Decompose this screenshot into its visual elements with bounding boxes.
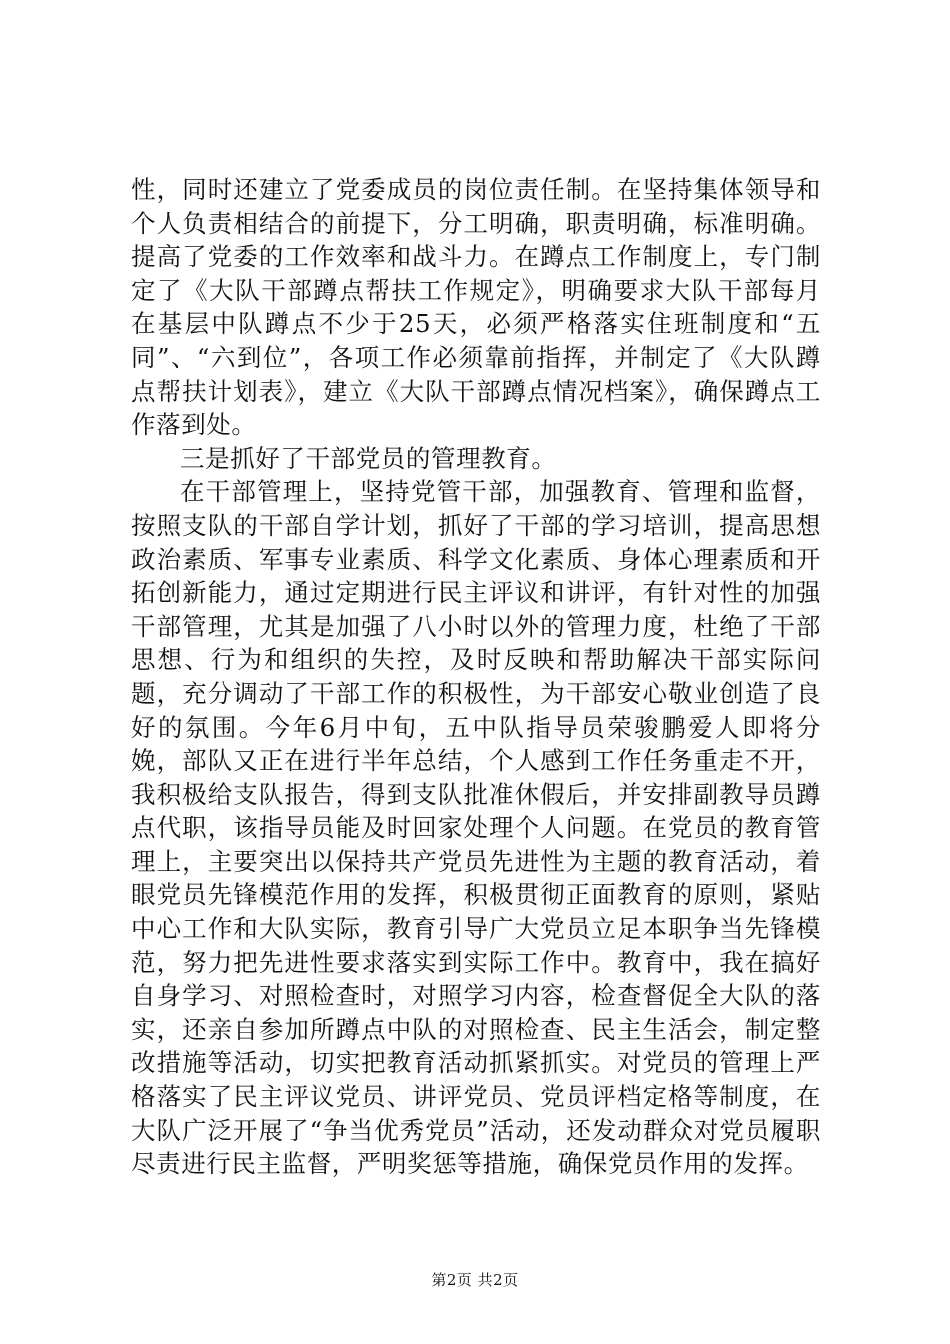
paragraph-cadre-management: 在干部管理上，坚持党管干部，加强教育、管理和监督，按照支队的干部自学计划，抓好了干部的学习培训，提高思想政治素质、军事专业素质、科学文化素质、身体心理素质和开拓创新能力，通过定期进行民主评议和讲评，有针对性的加强干部管理，尤其是加强了八小时以外的管理力度，杜绝了干部思想、行为和组织的失控，及时反映和帮助解决干部实际问题，充分调动了干部工作的积极性，为干部安心敬业创造了良好的氛围。今年6月中旬，五中队指导员荣骏鹏爱人即将分娩，部队又正在进行半年总结，个人感到工作任务重走不开，我积极给支队报告，得到支队批准休假后，并安排副教导员蹲点代职，该指导员能及时回家处理个人问题。在党员的教育管理上，主要突出以保持共产党员先进性为主题的教育活动，着眼党员先锋模范作用的发挥，积极贯彻正面教育的原则，紧贴中心工作和大队实际，教育引导广大党员立足本职争当先锋模范，努力把先进性要求落实到实际工作中。教育中，我在搞好自身学习、对照检查时，对照学习内容，检查督促全大队的落实，还亲自参加所蹲点中队的对照检查、民主生活会，制定整改措施等活动，切实把教育活动抓紧抓实。对党员的管理上严格落实了民主评议党员、讲评党员、党员评档定格等制度，在大队广泛开展了“争当优秀党员”活动，还发动群众对党员履职尽责进行民主监督，严明奖惩等措施，确保党员作用的发挥。 xyxy=(131,477,821,1179)
page-footer: 第2页 共2页 xyxy=(431,1271,519,1289)
document-body xyxy=(131,173,821,1181)
paragraph-continuation: 性，同时还建立了党委成员的岗位责任制。在坚持集体领导和个人负责相结合的前提下，分工明确，职责明确，标准明确。提高了党委的工作效率和战斗力。在蹲点工作制度上，专门制定了《大队干部蹲点帮扶工作规定》，明确要求大队干部每月在基层中队蹲点不少于25天，必须严格落实住班制度和“五同”、“六到位”，各项工作必须靠前指挥，并制定了《大队蹲点帮扶计划表》，建立《大队干部蹲点情况档案》，确保蹲点工作落到处。 xyxy=(131,175,821,440)
section-heading: 三是抓好了干部党员的管理教育。 xyxy=(180,443,557,473)
